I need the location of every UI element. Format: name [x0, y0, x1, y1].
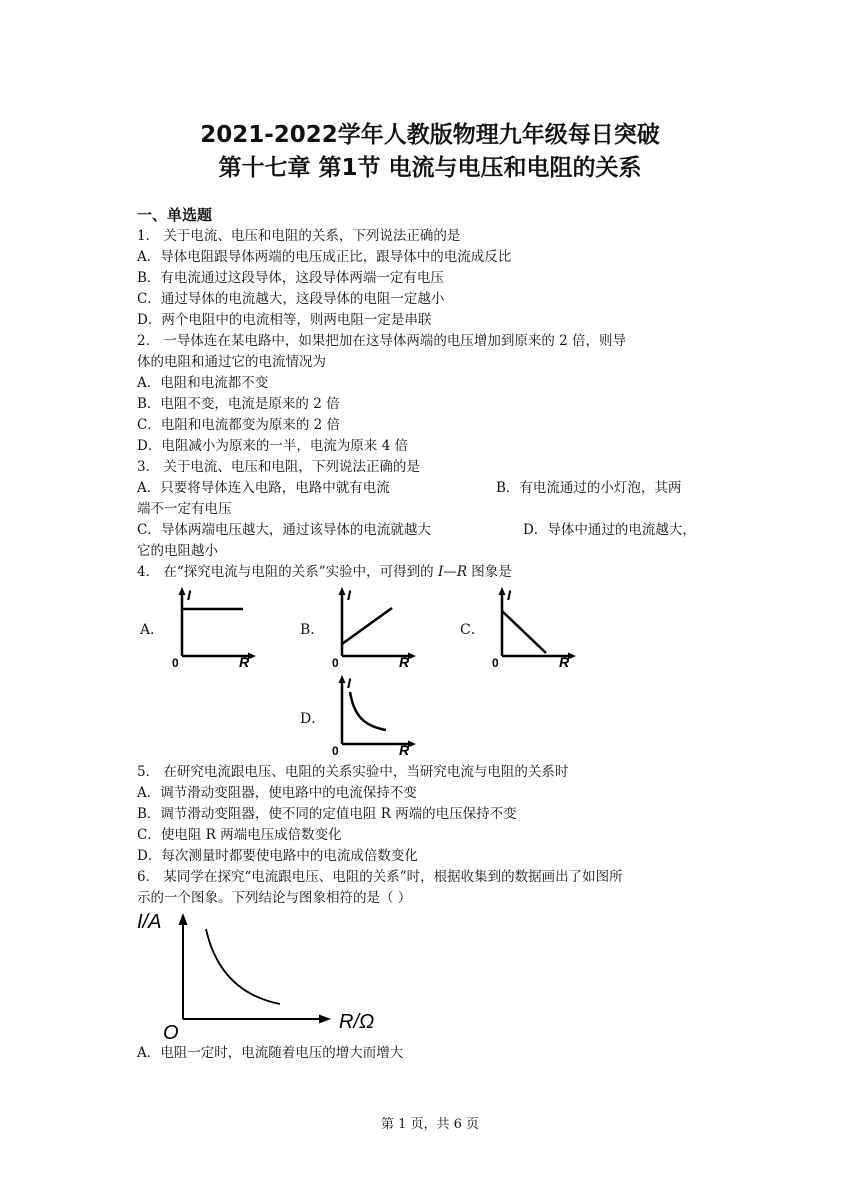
- q4-b-axis-y: I: [347, 587, 351, 603]
- q2-option-d: D．电阻减小为原来的一半，电流为原来 4 倍: [137, 438, 408, 454]
- q2-option-b: B．电阻不变，电流是原来的 2 倍: [137, 396, 340, 412]
- q4-a-origin: 0: [172, 656, 179, 670]
- q4-d-axis-x: R: [399, 742, 410, 758]
- page-title: 2021-2022学年人教版物理九年级每日突破: [200, 122, 660, 148]
- q4-graph-b: [330, 586, 420, 668]
- q3-option-d-line2: 它的电阻越小: [137, 543, 218, 559]
- q6-origin: O: [163, 1022, 179, 1044]
- q4-graph-d: [330, 674, 420, 756]
- q1-option-c: C．通过导体的电流越大，这段导体的电阻一定越小: [137, 291, 445, 307]
- q4-option-c-label: C．: [460, 622, 485, 638]
- q2-option-c: C．电阻和电流都变为原来的 2 倍: [137, 417, 341, 433]
- q1-option-b: B．有电流通过这段导体，这段导体两端一定有电压: [137, 270, 444, 286]
- q4-a-axis-x: R: [239, 654, 250, 670]
- q5-stem: 5． 在研究电流跟电压、电阻的关系实验中，当研究电流与电阻的关系时: [137, 764, 569, 780]
- q4-c-axis-x: R: [559, 654, 570, 670]
- q3-option-d-line1: D．导体中通过的电流越大，: [523, 522, 696, 538]
- q4-graph-c: [490, 586, 580, 668]
- q4-stem: 4． 在“探究电流与电阻的关系”实验中，可得到的 I—R 图象是: [137, 564, 512, 580]
- q4-d-origin: 0: [332, 744, 339, 758]
- q5-option-a: A．调节滑动变阻器，使电路中的电流保持不变: [137, 785, 417, 801]
- q4-c-axis-y: I: [507, 587, 511, 603]
- page-footer: 第 1 页，共 6 页: [380, 1117, 480, 1132]
- q5-option-b: B．调节滑动变阻器，使不同的定值电阻 R 两端的电压保持不变: [137, 806, 517, 822]
- q3-option-c: C．导体两端电压越大，通过该导体的电流就越大: [137, 522, 431, 538]
- q6-graph: [137, 905, 400, 1045]
- q4-b-axis-x: R: [399, 654, 410, 670]
- q1-option-d: D．两个电阻中的电流相等，则两电阻一定是串联: [137, 312, 432, 328]
- q2-stem-line2: 体的电阻和通过它的电流情况为: [137, 354, 326, 370]
- q3-option-b-line2: 端不一定有电压: [137, 501, 232, 517]
- q4-b-origin: 0: [332, 656, 339, 670]
- q5-option-d: D．每次测量时都要使电路中的电流成倍数变化: [137, 848, 418, 864]
- page-subtitle: 第十七章 第1节 电流与电压和电阻的关系: [218, 155, 642, 181]
- q3-option-b-line1: B．有电流通过的小灯泡，其两: [496, 480, 682, 496]
- q2-stem-line1: 2． 一导体连在某电路中，如果把加在这导体两端的电压增加到原来的 2 倍，则导: [137, 333, 627, 349]
- q4-c-origin: 0: [492, 656, 499, 670]
- q4-d-axis-y: I: [347, 675, 351, 691]
- q4-option-d-label: D．: [300, 711, 326, 727]
- q6-axis-x: R/Ω: [339, 1011, 375, 1033]
- q5-option-c: C．使电阻 R 两端电压成倍数变化: [137, 827, 342, 843]
- q6-axis-y: I/A: [137, 911, 162, 933]
- q1-option-a: A．导体电阻跟导体两端的电压成正比，跟导体中的电流成反比: [137, 249, 512, 265]
- q2-option-a: A．电阻和电流都不变: [137, 375, 269, 391]
- q6-option-a: A．电阻一定时，电流随着电压的增大而增大: [137, 1045, 404, 1061]
- q4-a-axis-y: I: [187, 587, 191, 603]
- q4-option-b-label: B．: [300, 622, 325, 638]
- q3-stem: 3． 关于电流、电压和电阻，下列说法正确的是: [137, 459, 420, 475]
- q6-stem-line1: 6． 某同学在探究“电流跟电压、电阻的关系”时，根据收集到的数据画出了如图所: [137, 869, 623, 885]
- q6-stem-line2: 示的一个图象。下列结论与图象相符的是（ ）: [137, 890, 412, 906]
- q4-option-a-label: A．: [140, 622, 165, 638]
- q3-option-a: A．只要将导体连入电路，电路中就有电流: [137, 480, 390, 496]
- section-heading: 一、单选题: [137, 206, 213, 224]
- q1-stem: 1． 关于电流、电压和电阻的关系，下列说法正确的是: [137, 228, 461, 244]
- q4-graph-a: [170, 586, 260, 668]
